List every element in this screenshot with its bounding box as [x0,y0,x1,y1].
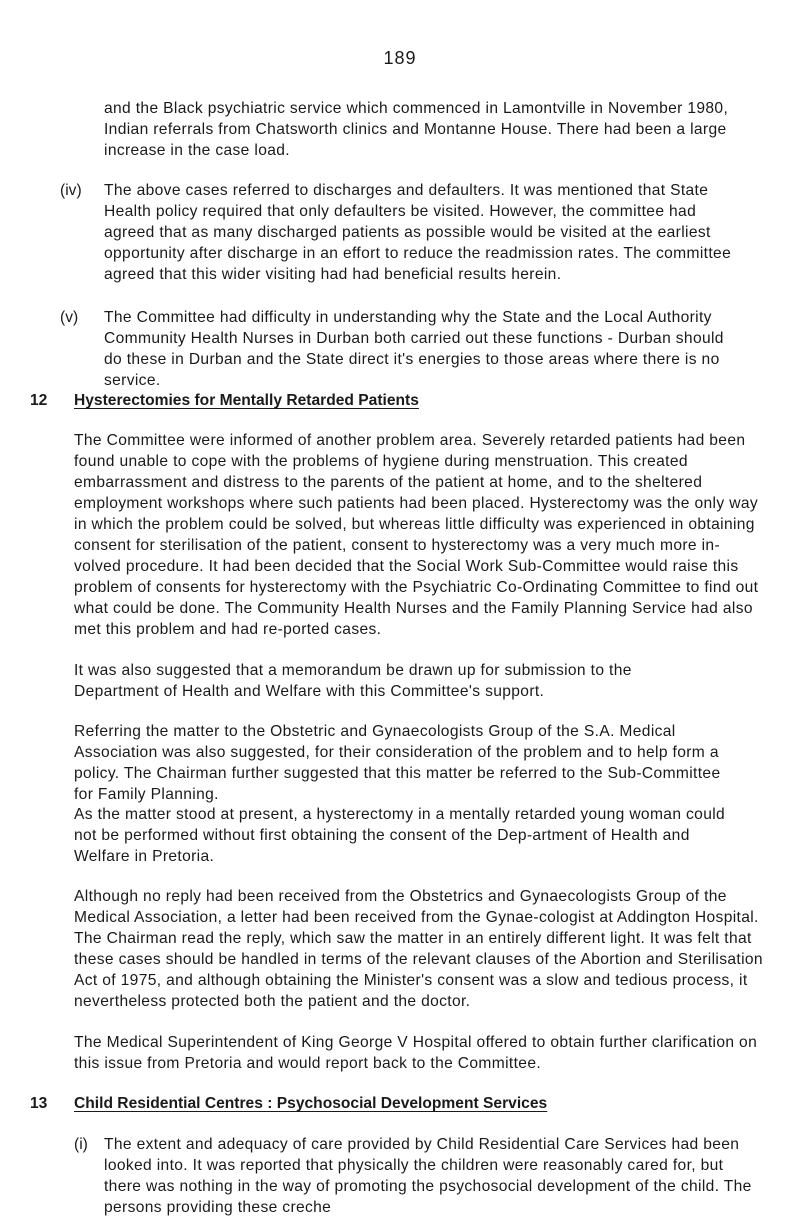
item-v-label: (v) [60,309,79,326]
section-13-title: Child Residential Centres : Psychosocial Development Services [74,1095,548,1112]
section-12-number: 12 [30,392,48,409]
section-12-paragraph: As the matter stood at present, a hysterectomy in a mentally retarded young woman could not be performed without first obtaining the consent of the Dep-artment of Health and Welfare in Pretoria. [74,806,726,865]
section-12-title: Hysterectomies for Mentally Retarded Patients [74,392,419,409]
section-12-paragraph: Referring the matter to the Obstetric and Gynaecologists Group of the S.A. Medical Association was also suggested, for their consideration of the problem and to help form a policy. The Chairman further suggested that this matter be referred to the Sub-Committee for Family Planning. [74,723,721,803]
page-number: 189 [383,48,417,68]
section-12-paragraph: Although no reply had been received from the Obstetrics and Gynaecologists Group of the Medical Association, a letter had been received from the Gynae-cologist at Addington Hospital. The Chairman read the reply, which saw the matter in an entirely different light. It was felt that these cases should be handled in terms of the relevant clauses of the Abortion and Sterilisation Act of 1975, and although obtaining the Minister's consent was a slow and tedious process, it nevertheless protected both the patient and the doctor. [74,888,763,1010]
section-12-paragraph: The Committee were informed of another problem area. Severely retarded patients had been found unable to cope with the problems of hygiene during menstruation. This created embarrassment and distress to the parents of the patient at home, and to the sheltered employment workshops where such patients had been placed. Hysterectomy was the only way in which the problem could be solved, but whereas little difficulty was experienced in obtaining consent for sterilisation of the patient, consent to hysterectomy was a very much more in-volved procedure. It had been decided that the Social Work Sub-Committee would raise this problem of consents for hysterectomy with the Psychiatric Co-Ordinating Committee to find out what could be done. The Community Health Nurses and the Family Planning Service had also met this problem and had re-ported cases. [74,432,759,638]
section-12-paragraph: It was also suggested that a memorandum be drawn up for submission to the Department of Health and Welfare with this Committee's support. [74,662,632,700]
item-i-text: The extent and adequacy of care provided by Child Residential Care Services had been looked into. It was reported that physically the children were reasonably cared for, but there was nothing in the way of promoting the psychosocial development of the child. The persons providing these creche [104,1136,752,1216]
item-iv-text: The above cases referred to discharges and defaulters. It was mentioned that State Health policy required that only defaulters be visited. However, the committee had agreed that as many discharged patients as possible would be visited at the earliest opportunity after discharge in an effort to reduce the readmission rates. The committee agreed that this wider visiting had had beneficial results herein. [104,182,732,283]
section-12-paragraph: The Medical Superintendent of King George V Hospital offered to obtain further clarification on this issue from Pretoria and would report back to the Committee. [74,1034,758,1072]
item-i-label: (i) [74,1136,88,1153]
section-13-number: 13 [30,1095,48,1112]
intro-paragraph: and the Black psychiatric service which commenced in Lamontville in November 1980, Indian referrals from Chatsworth clinics and Montanne House. There had been a large increase in the case load. [104,100,729,159]
item-v-text: The Committee had difficulty in understanding why the State and the Local Authority Community Health Nurses in Durban both carried out these functions - Durban should do these in Durban and the State direct it's energies to those areas where there is no service. [104,309,724,389]
item-iv-label: (iv) [60,182,82,199]
